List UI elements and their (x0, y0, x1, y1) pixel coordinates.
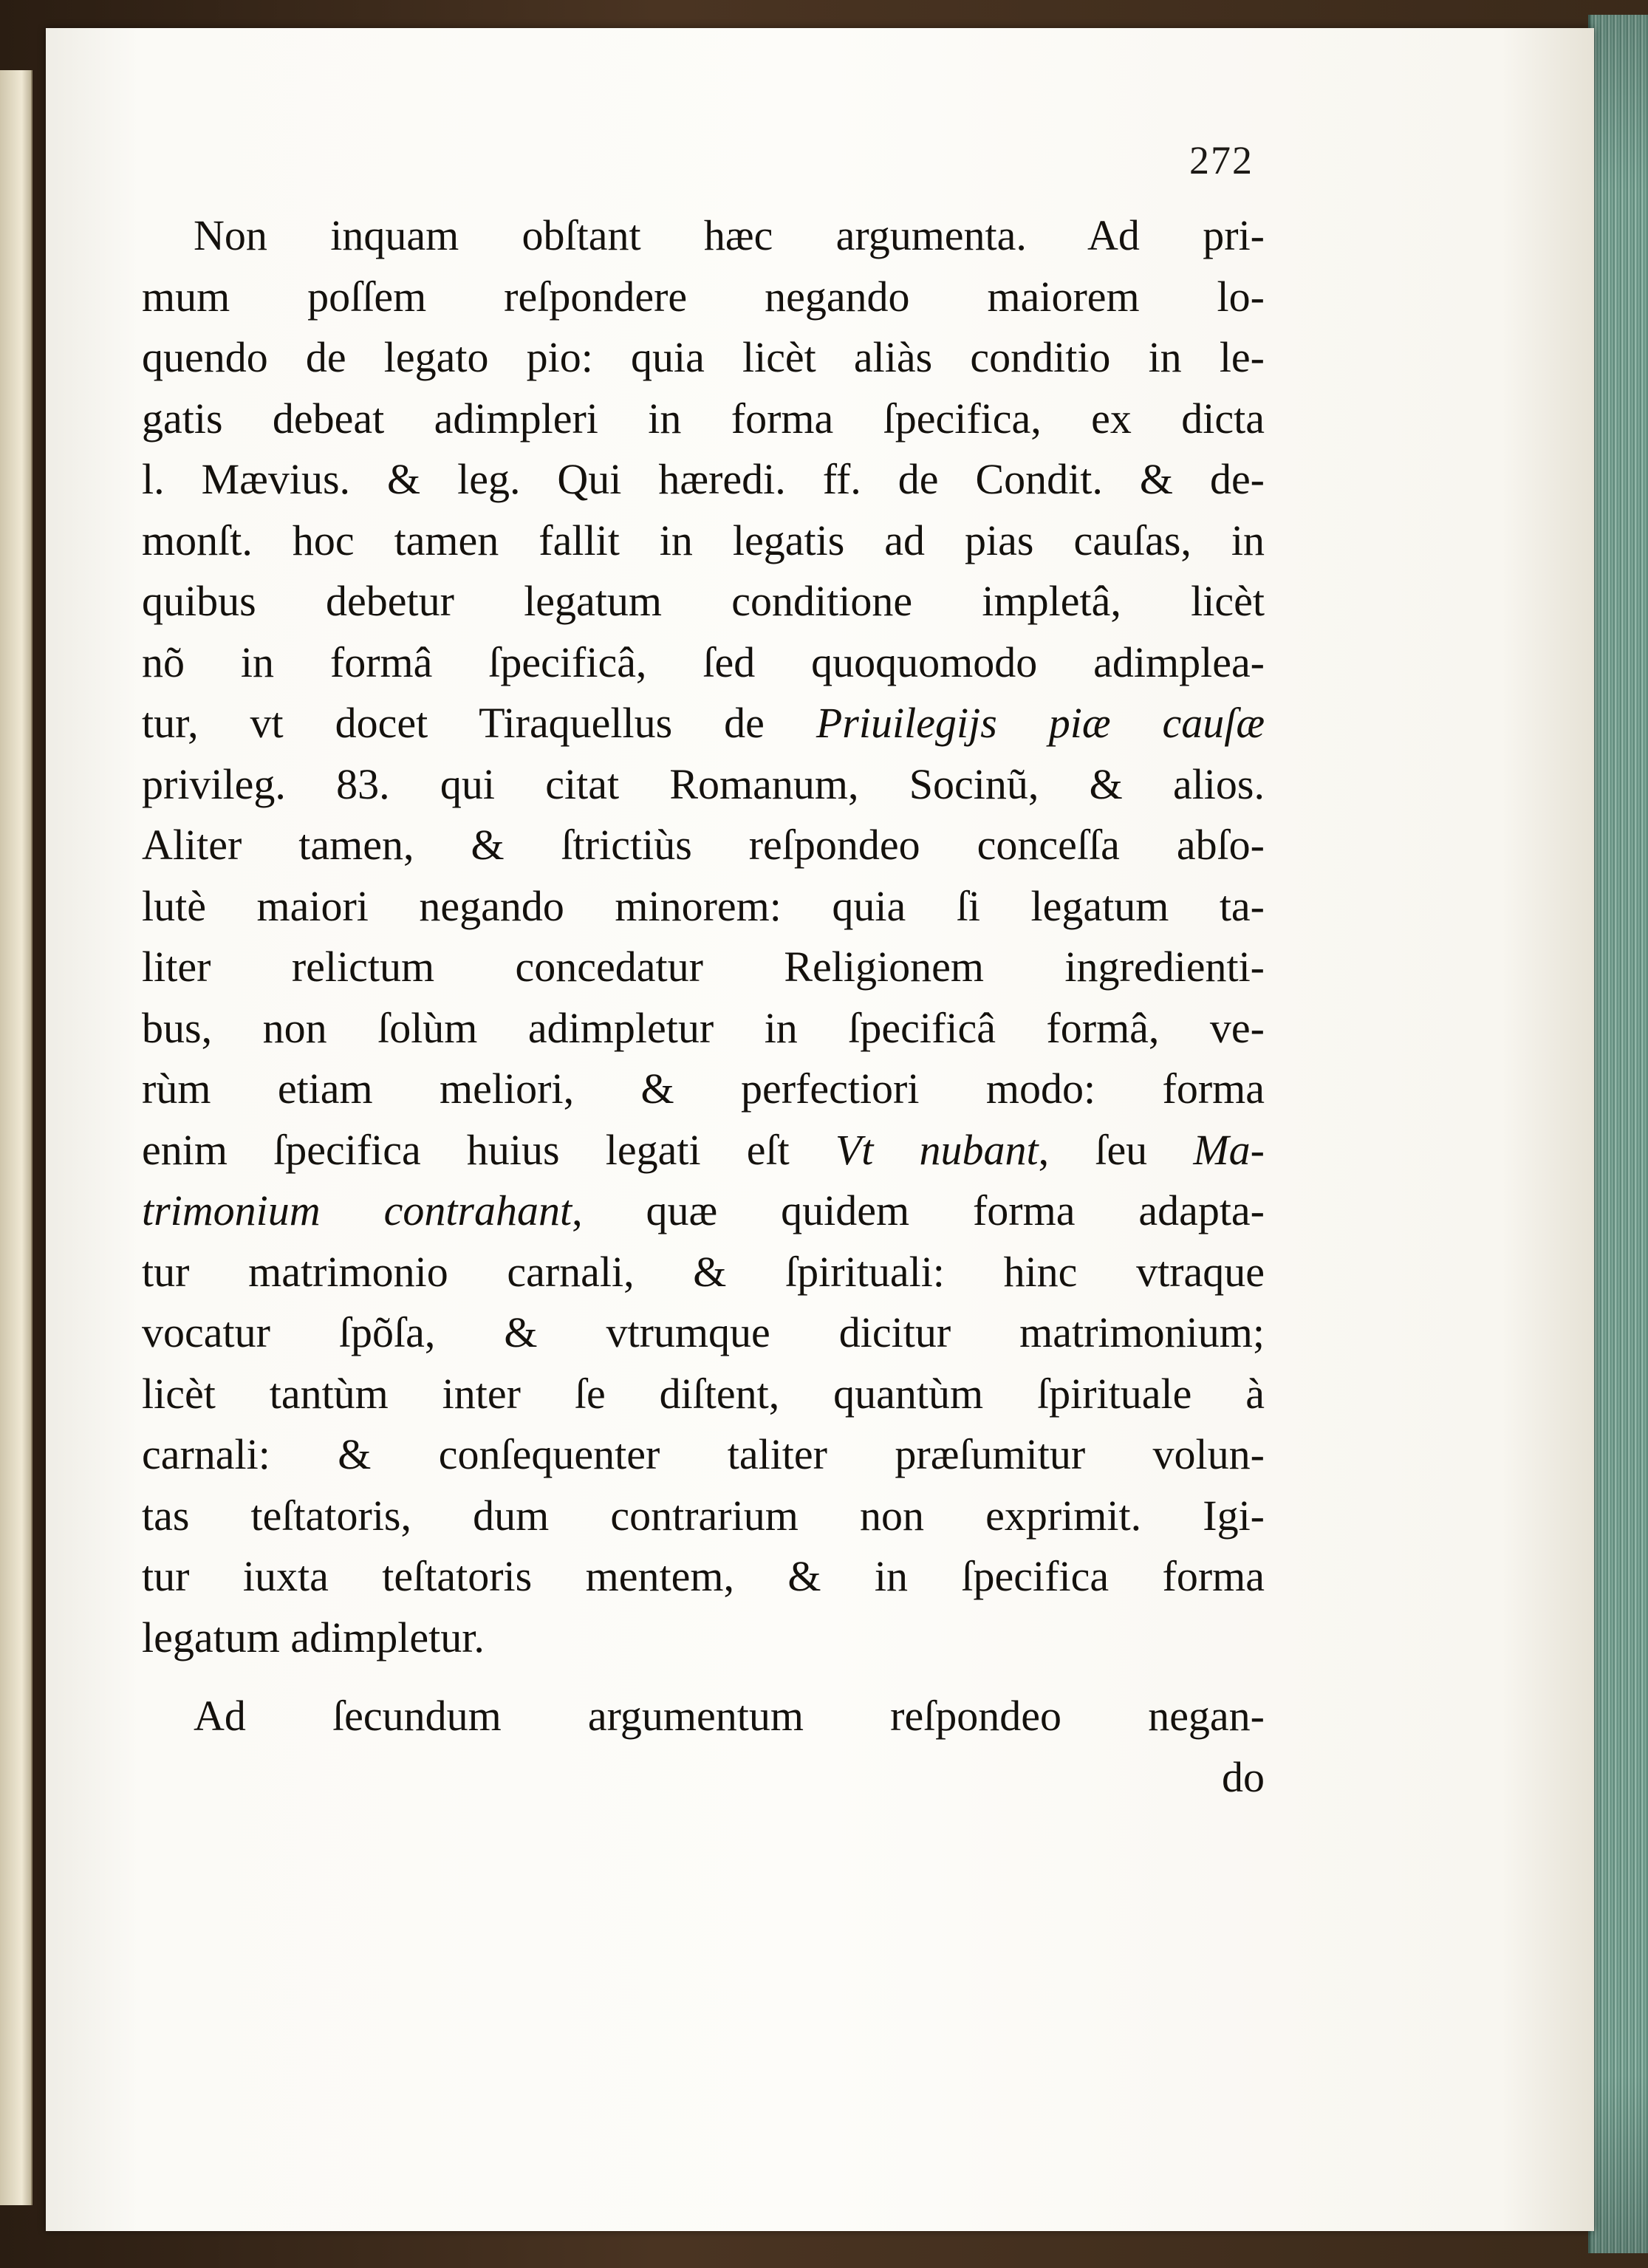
text-run: quibus debetur legatum conditione impletâ, licèt (142, 577, 1265, 625)
text-line (142, 267, 1265, 328)
book-page (46, 28, 1594, 2231)
text-run: l. Mævius. & leg. Qui hæredi. ff. de Condit. & de- (142, 455, 1265, 503)
text-run: bus, non ſolùm adimpletur in ſpecificâ formâ, ve- (142, 1003, 1265, 1052)
text-line (142, 1486, 1265, 1547)
text-run: tur matrimonio carnali, & ſpirituali: hinc vtraque (142, 1247, 1265, 1296)
text-run: Non inquam obſtant hæc argumenta. Ad pri- (194, 211, 1265, 259)
italic-run: Ma- (1193, 1125, 1265, 1174)
italic-run: Priuilegijs piæ cauſæ (816, 699, 1265, 747)
text-run: rùm etiam meliori, & perfectiori modo: forma (142, 1065, 1265, 1113)
text-line (142, 632, 1265, 694)
text-line (142, 1364, 1265, 1425)
text-run: enim ſpecifica huius legati eſt (142, 1125, 835, 1174)
text-line (142, 998, 1265, 1059)
italic-run: trimonium contrahant (142, 1186, 572, 1234)
text-line (142, 1302, 1265, 1364)
text-line (142, 1546, 1265, 1608)
text-run: liter relictum concedatur Religionem ingredienti- (142, 943, 1265, 991)
text-line (142, 937, 1265, 998)
italic-run: Vt nubant (835, 1125, 1039, 1174)
text-run: lutè maiori negando minorem: quia ſi legatum ta- (142, 881, 1265, 930)
text-run: , quæ quidem forma adapta- (572, 1186, 1265, 1234)
text-line (142, 1747, 1265, 1808)
page-block-edges (1588, 15, 1648, 2253)
text-run: Ad ſecundum argumentum reſpondeo negan- (194, 1692, 1265, 1740)
page-number: 272 (1189, 138, 1254, 182)
text-line (142, 510, 1265, 572)
text-run: Aliter tamen, & ſtrictiùs reſpondeo conceſſa abſo- (142, 821, 1265, 869)
text-line (142, 1686, 1265, 1747)
text-line (142, 571, 1265, 632)
text-line (142, 205, 1265, 267)
text-run: vocatur ſpõſa, & vtrumque dicitur matrimonium; (142, 1308, 1265, 1356)
text-run: licèt tantùm inter ſe diſtent, quantùm ſpirituale à (142, 1369, 1265, 1418)
paragraph-gap (142, 1668, 1265, 1686)
text-line (142, 1181, 1265, 1242)
text-run: monſt. hoc tamen fallit in legatis ad pias cauſas, in (142, 516, 1265, 564)
text-run: legatum adimpletur. (142, 1613, 485, 1661)
text-run: tas teſtatoris, dum contrarium non exprimit. Igi- (142, 1491, 1265, 1540)
text-line (142, 449, 1265, 510)
text-run: gatis debeat adimpleri in forma ſpecifica, ex dicta (142, 394, 1265, 443)
text-run: tur, vt docet Tiraquellus de (142, 699, 816, 747)
text-line (142, 1608, 1265, 1669)
text-line (142, 1424, 1265, 1486)
text-run: nõ in formâ ſpecificâ, ſed quoquomodo adimplea- (142, 638, 1265, 686)
text-line (142, 1059, 1265, 1120)
text-run: quendo de legato pio: quia licèt aliàs conditio in le- (142, 333, 1265, 381)
text-line (142, 389, 1265, 450)
text-run: carnali: & conſequenter taliter præſumitur volun- (142, 1430, 1265, 1478)
text-run: mum poſſem reſpondere negando maiorem lo- (142, 272, 1265, 321)
text-run: , ſeu (1038, 1125, 1194, 1174)
page-text (142, 205, 1265, 1808)
text-run: do (1222, 1752, 1265, 1801)
text-line (142, 876, 1265, 937)
text-line (142, 754, 1265, 816)
facing-page-edge (0, 70, 33, 2205)
text-line (142, 815, 1265, 876)
text-line (142, 327, 1265, 389)
text-line (142, 1242, 1265, 1303)
text-run: privileg. 83. qui citat Romanum, Socinũ, & alios. (142, 759, 1265, 808)
text-run: tur iuxta teſtatoris mentem, & in ſpecifica forma (142, 1552, 1265, 1600)
text-line (142, 693, 1265, 754)
text-line (142, 1120, 1265, 1181)
